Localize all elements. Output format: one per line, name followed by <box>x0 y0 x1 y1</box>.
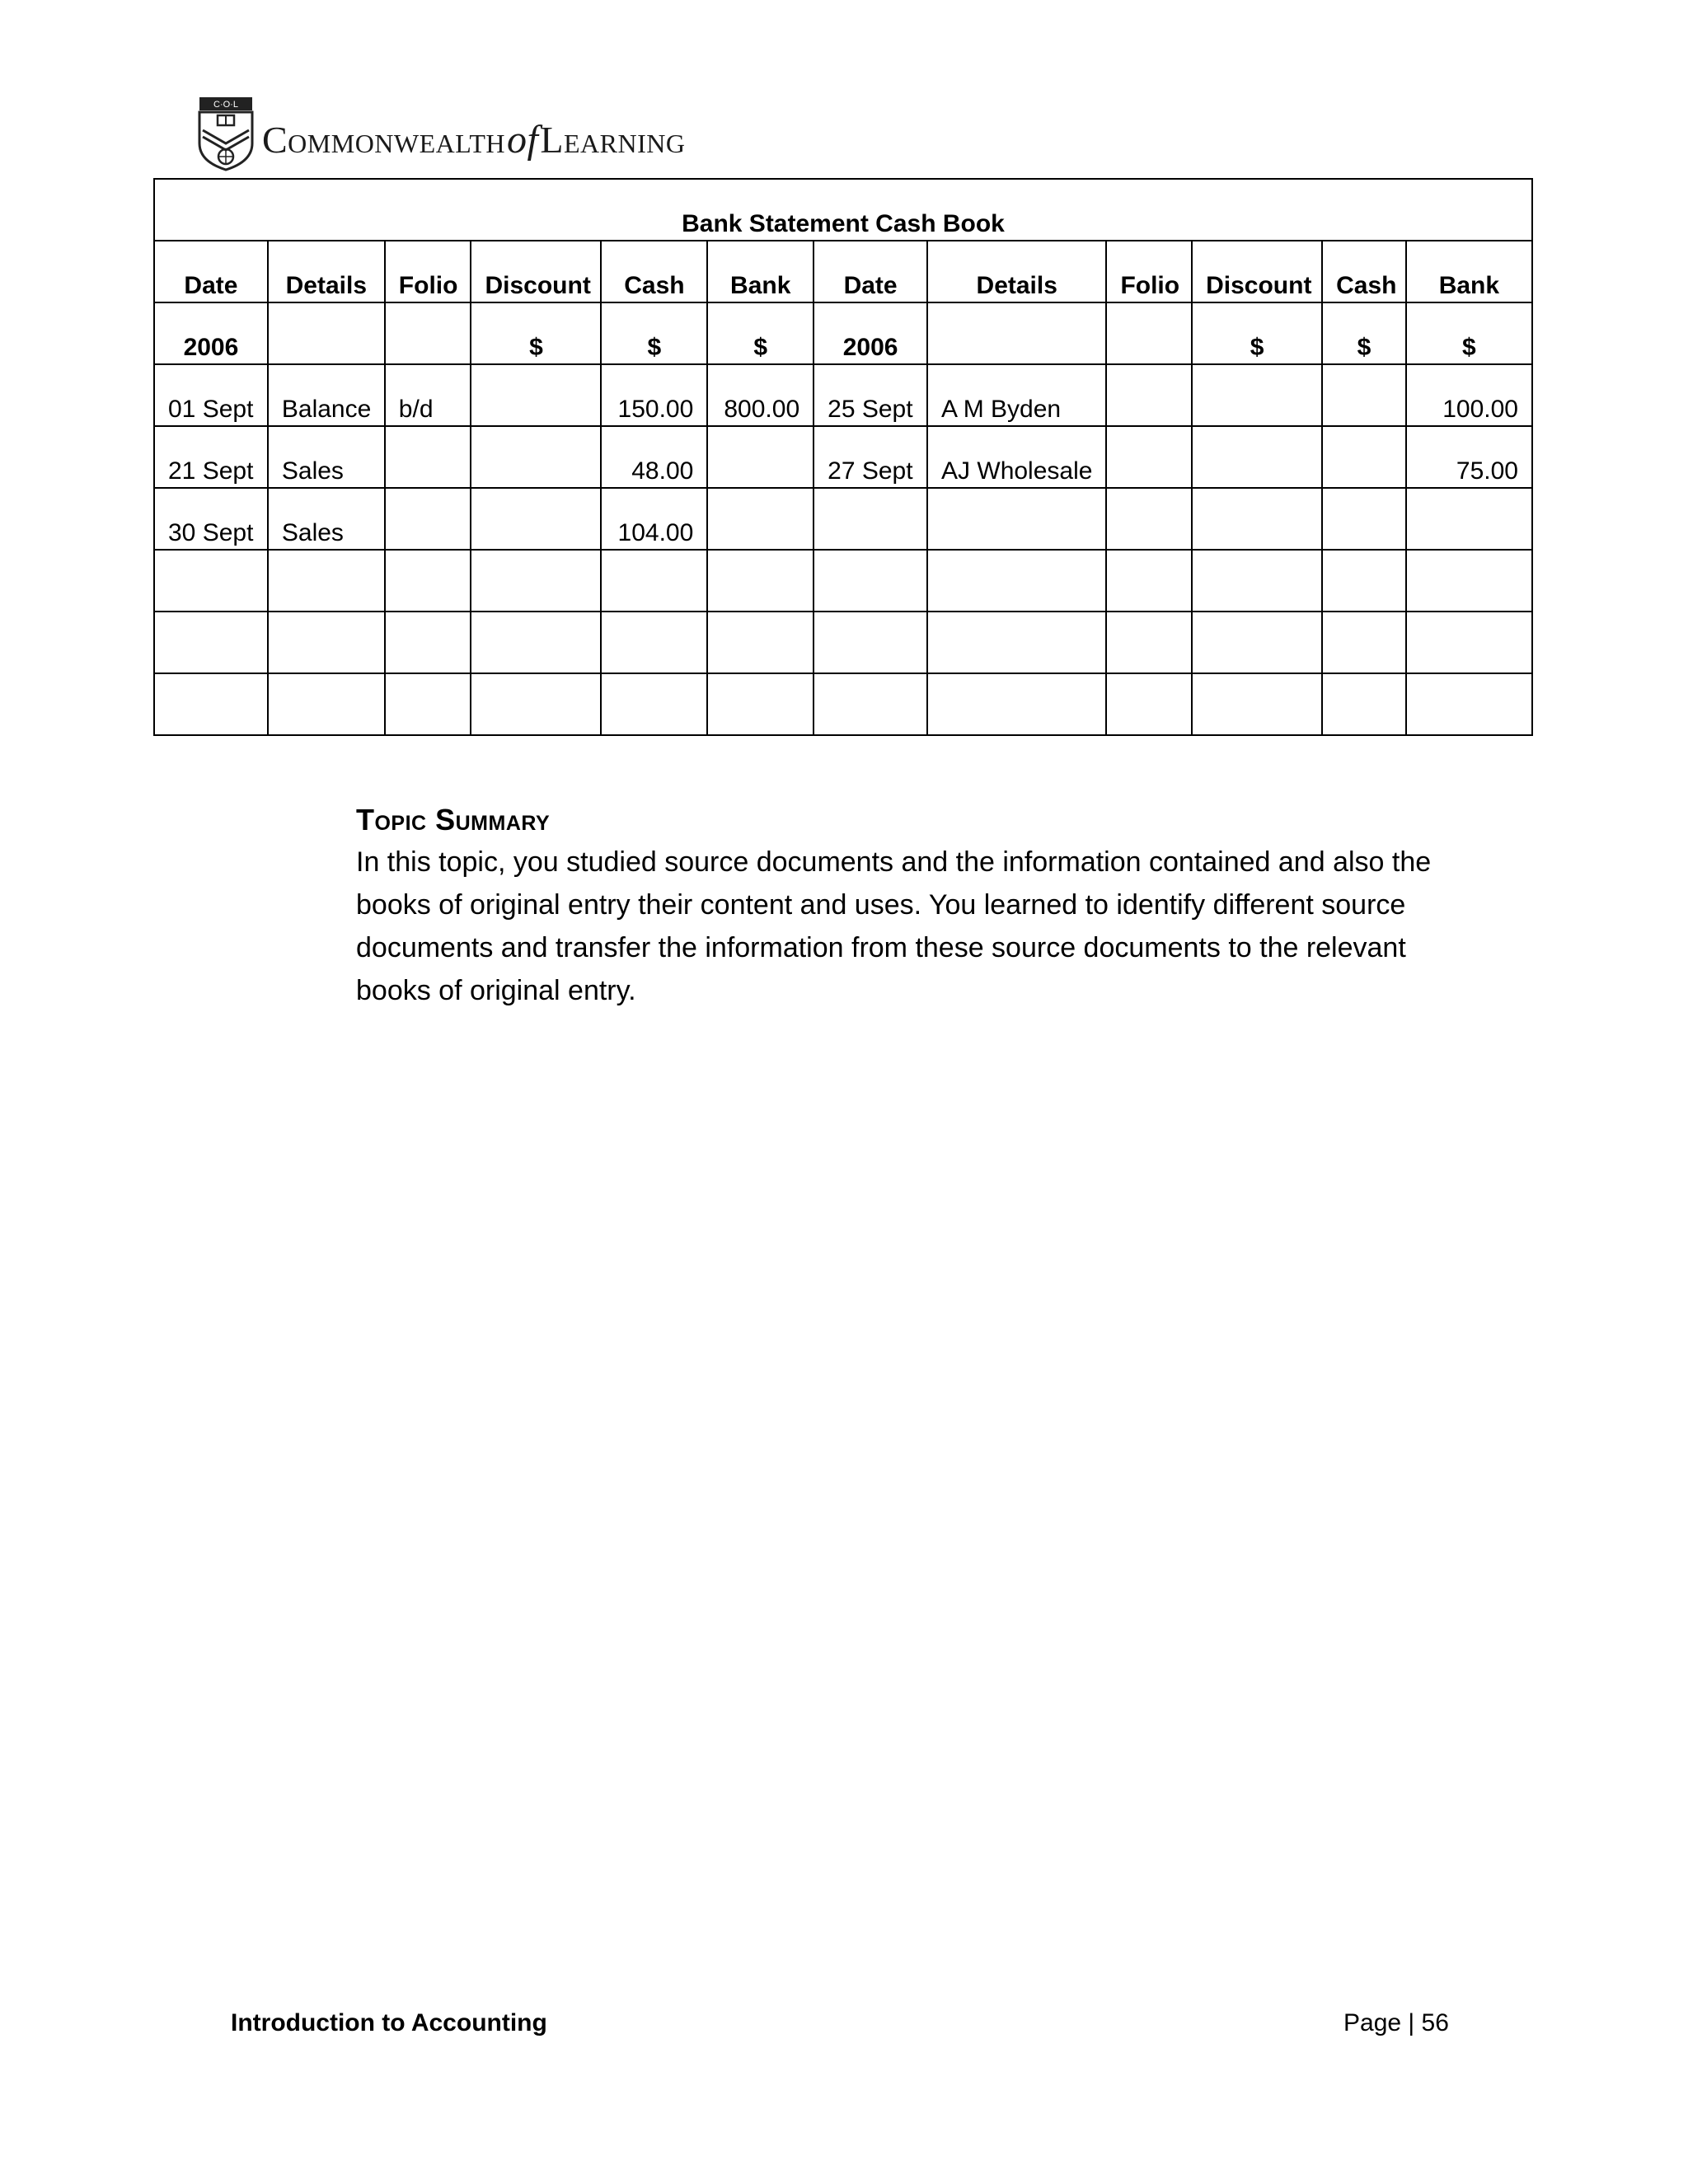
table-cell <box>927 673 1106 735</box>
table-cell <box>385 488 471 550</box>
table-cell: Sales <box>268 426 385 488</box>
column-subheader <box>1106 302 1192 364</box>
table-cell: 01 Sept <box>154 364 268 426</box>
table-subheader-row <box>154 302 1532 364</box>
table-cell <box>927 612 1106 673</box>
table-cell <box>1192 612 1322 673</box>
topic-summary-text: In this topic, you studied source documents and the information contained and also the books of original entry their content and uses. You learned to identify different source documents and transfer the information from these source documents to the relevant books of original entry. <box>356 846 1432 1006</box>
table-cell <box>1322 426 1406 488</box>
table-cell <box>1192 426 1322 488</box>
table-cell <box>471 426 601 488</box>
column-header: Bank <box>707 241 814 302</box>
table-cell <box>1322 550 1406 612</box>
table-cell <box>814 612 927 673</box>
table-cell <box>471 673 601 735</box>
table-cell <box>385 612 471 673</box>
col-wordmark: CommonwealthofLearning <box>262 117 686 162</box>
table-cell <box>814 673 927 735</box>
col-logo <box>196 96 685 171</box>
table-cell <box>385 426 471 488</box>
table-cell: 800.00 <box>707 364 814 426</box>
table-cell <box>814 550 927 612</box>
table-cell <box>471 488 601 550</box>
table-cell <box>154 673 268 735</box>
table-cell <box>1322 673 1406 735</box>
column-header: Bank <box>1406 241 1532 302</box>
column-subheader: $ <box>1406 302 1532 364</box>
table-cell: 21 Sept <box>154 426 268 488</box>
table-cell <box>927 550 1106 612</box>
table-cell <box>1192 488 1322 550</box>
table-cell <box>154 612 268 673</box>
table-row <box>154 550 1532 612</box>
table-cell <box>1322 364 1406 426</box>
table-cell <box>1192 673 1322 735</box>
svg-text:C·O·L: C·O·L <box>213 100 238 110</box>
column-header: Discount <box>471 241 601 302</box>
table-cell: b/d <box>385 364 471 426</box>
table-cell: 27 Sept <box>814 426 927 488</box>
table-row <box>154 673 1532 735</box>
table-title: Bank Statement Cash Book <box>154 179 1532 241</box>
table-cell <box>268 550 385 612</box>
table-cell: AJ Wholesale <box>927 426 1106 488</box>
table-cell <box>707 488 814 550</box>
column-subheader <box>927 302 1106 364</box>
column-header: Date <box>814 241 927 302</box>
table-cell: 100.00 <box>1406 364 1532 426</box>
topic-summary <box>356 803 1461 1012</box>
column-header: Discount <box>1192 241 1322 302</box>
table-cell <box>1192 550 1322 612</box>
table-cell <box>1406 612 1532 673</box>
column-subheader: $ <box>471 302 601 364</box>
table-cell <box>471 550 601 612</box>
table-cell <box>927 488 1106 550</box>
column-subheader: $ <box>1322 302 1406 364</box>
table-cell: 25 Sept <box>814 364 927 426</box>
table-cell <box>268 673 385 735</box>
column-header: Cash <box>601 241 707 302</box>
table-row <box>154 488 1532 550</box>
column-subheader: $ <box>601 302 707 364</box>
column-subheader <box>385 302 471 364</box>
table-row <box>154 426 1532 488</box>
column-header: Details <box>927 241 1106 302</box>
table-cell <box>1106 488 1192 550</box>
table-cell <box>1106 612 1192 673</box>
column-subheader: $ <box>707 302 814 364</box>
table-cell <box>707 426 814 488</box>
topic-summary-heading: Topic Summary <box>356 803 551 837</box>
table-cell <box>385 550 471 612</box>
column-header: Folio <box>1106 241 1192 302</box>
table-cell: Balance <box>268 364 385 426</box>
table-cell: 30 Sept <box>154 488 268 550</box>
table-cell <box>601 673 707 735</box>
table-cell: 48.00 <box>601 426 707 488</box>
table-row <box>154 364 1532 426</box>
bank-statement-cash-book-table <box>153 178 1533 736</box>
table-cell <box>1322 612 1406 673</box>
table-cell: A M Byden <box>927 364 1106 426</box>
table-cell <box>1192 364 1322 426</box>
table-cell <box>1322 488 1406 550</box>
table-cell <box>471 364 601 426</box>
table-cell: 75.00 <box>1406 426 1532 488</box>
column-subheader <box>268 302 385 364</box>
table-header-row <box>154 241 1532 302</box>
table-cell <box>1406 673 1532 735</box>
table-cell <box>1406 550 1532 612</box>
table-cell <box>1106 364 1192 426</box>
table-cell <box>601 550 707 612</box>
table-cell: 104.00 <box>601 488 707 550</box>
table-cell: 150.00 <box>601 364 707 426</box>
table-cell <box>1106 426 1192 488</box>
column-header: Folio <box>385 241 471 302</box>
table-cell <box>471 612 601 673</box>
footer-course-title: Introduction to Accounting <box>231 2009 547 2036</box>
table-cell <box>1106 550 1192 612</box>
column-header: Details <box>268 241 385 302</box>
table-cell <box>707 550 814 612</box>
table-cell <box>601 612 707 673</box>
col-crest-icon <box>196 96 256 171</box>
column-subheader: 2006 <box>814 302 927 364</box>
table-cell <box>707 673 814 735</box>
table-cell: Sales <box>268 488 385 550</box>
table-row <box>154 612 1532 673</box>
column-subheader: 2006 <box>154 302 268 364</box>
table-cell <box>385 673 471 735</box>
table-cell <box>154 550 268 612</box>
table-cell <box>814 488 927 550</box>
table-cell <box>1106 673 1192 735</box>
footer-page-number: Page | 56 <box>1343 2009 1449 2036</box>
table-cell <box>268 612 385 673</box>
table-cell <box>707 612 814 673</box>
column-header: Cash <box>1322 241 1406 302</box>
column-header: Date <box>154 241 268 302</box>
table-cell <box>1406 488 1532 550</box>
column-subheader: $ <box>1192 302 1322 364</box>
